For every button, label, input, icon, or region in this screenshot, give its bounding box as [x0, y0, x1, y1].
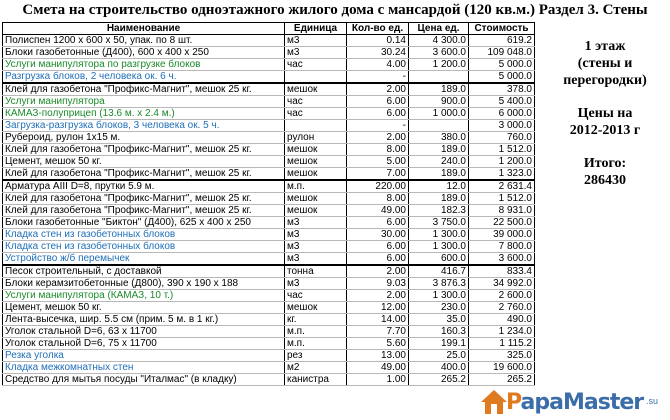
cell-unit: час [285, 108, 347, 120]
cell-name: Средство для мытья посуды "Италмас" (в кладку) [3, 374, 285, 386]
cell-qty: 7.70 [347, 326, 409, 338]
estimate-sheet [2, 22, 534, 386]
cell-qty: 2.00 [347, 265, 409, 278]
cell-qty: 5.60 [347, 338, 409, 350]
cell-qty: 9.03 [347, 278, 409, 290]
cell-price: 230.0 [409, 302, 469, 314]
cell-name: Уголок стальной D=6, 63 х 11700 [3, 326, 285, 338]
cell-name: Резка уголка [3, 350, 285, 362]
cell-name: Цемент, мешок 50 кг. [3, 156, 285, 168]
cell-name: Устройство ж/б перемычек [3, 253, 285, 266]
cell-qty: 49.00 [347, 205, 409, 217]
cell-price: 4 300.0 [409, 35, 469, 47]
cell-cost: 39 000.0 [469, 229, 535, 241]
cell-cost: 1 200.0 [469, 156, 535, 168]
cell-name: Полиспен 1200 х 600 х 50, упак. по 8 шт. [3, 35, 285, 47]
cell-unit: мешок [285, 302, 347, 314]
cell-unit: час [285, 290, 347, 302]
cell-price [409, 120, 469, 132]
cell-unit [285, 120, 347, 132]
cell-cost: 34 992.0 [469, 278, 535, 290]
table-row [3, 132, 535, 144]
cell-qty: 8.00 [347, 193, 409, 205]
cell-price: 189.0 [409, 144, 469, 156]
cell-cost: 619.2 [469, 35, 535, 47]
cell-price: 600.0 [409, 253, 469, 266]
cell-price: 160.3 [409, 326, 469, 338]
cell-cost: 1 512.0 [469, 193, 535, 205]
cell-qty: 2.00 [347, 132, 409, 144]
cell-price: 182.3 [409, 205, 469, 217]
cell-cost: 490.0 [469, 314, 535, 326]
logo-tld: .su [646, 396, 659, 406]
cell-name: Кладка стен из газобетонных блоков [3, 241, 285, 253]
cell-qty: 12.00 [347, 302, 409, 314]
cell-cost: 1 234.0 [469, 326, 535, 338]
cell-name: Блоки газобетонные (Д400), 600 х 400 х 250 [3, 47, 285, 59]
cell-price: 189.0 [409, 193, 469, 205]
cell-name: Лента-высечка, шир. 5.5 см (прим. 5 м. в 1 кг.) [3, 314, 285, 326]
cell-unit: м3 [285, 229, 347, 241]
cell-price: 12.0 [409, 180, 469, 193]
cell-unit: м.п. [285, 180, 347, 193]
cell-qty: 6.00 [347, 108, 409, 120]
cell-cost: 1 115.2 [469, 338, 535, 350]
table-row [3, 362, 535, 374]
cell-unit: рулон [285, 132, 347, 144]
cell-price: 189.0 [409, 83, 469, 96]
cell-unit: кг. [285, 314, 347, 326]
house-logo-icon [480, 388, 508, 416]
table-row [3, 338, 535, 350]
cell-unit: мешок [285, 144, 347, 156]
table-row [3, 217, 535, 229]
floor-note [540, 38, 670, 89]
site-logo[interactable] [480, 384, 670, 420]
table-row [3, 96, 535, 108]
cell-cost: 3 600.0 [469, 253, 535, 266]
cell-cost: 5 400.0 [469, 96, 535, 108]
prices-note-line: Цены на [577, 106, 633, 121]
cell-qty: 14.00 [347, 314, 409, 326]
table-row [3, 241, 535, 253]
cell-name: Клей для газобетона "Профикс-Магнит", мешок 25 кг. [3, 205, 285, 217]
cell-price: 900.0 [409, 96, 469, 108]
cell-qty: 1.00 [347, 374, 409, 386]
table-row [3, 71, 535, 84]
cell-cost: 2 631.4 [469, 180, 535, 193]
cell-unit: м3 [285, 35, 347, 47]
cell-name: Клей для газобетона "Профикс-Магнит", мешок 25 кг. [3, 193, 285, 205]
cell-name: Клей для газобетона "Профикс-Магнит", мешок 25 кг. [3, 144, 285, 156]
cell-unit: мешок [285, 156, 347, 168]
cell-qty: 30.00 [347, 229, 409, 241]
cell-unit: тонна [285, 265, 347, 278]
cell-name: Цемент, мешок 50 кг. [3, 302, 285, 314]
cell-name: Клей для газобетона "Профикс-Магнит", мешок 25 кг. [3, 168, 285, 181]
table-row [3, 156, 535, 168]
table-row [3, 180, 535, 193]
cell-cost: 7 800.0 [469, 241, 535, 253]
prices-note-line: 2012-2013 г [569, 123, 641, 138]
logo-wordmark [506, 390, 643, 415]
cell-qty: 6.00 [347, 217, 409, 229]
cell-name: Арматура AIII D=8, прутки 5.9 м. [3, 180, 285, 193]
cell-name: Кладка стен из газобетонных блоков [3, 229, 285, 241]
cell-unit: м.п. [285, 326, 347, 338]
col-header-unit: Единица [285, 23, 347, 35]
table-row [3, 205, 535, 217]
table-row [3, 229, 535, 241]
cell-price: 3 750.0 [409, 217, 469, 229]
table-row [3, 290, 535, 302]
cell-cost: 2 600.0 [469, 290, 535, 302]
table-row [3, 326, 535, 338]
cell-price: 25.0 [409, 350, 469, 362]
cell-unit: мешок [285, 193, 347, 205]
cell-unit: мешок [285, 168, 347, 181]
cell-qty: 7.00 [347, 168, 409, 181]
cell-cost: 22 500.0 [469, 217, 535, 229]
cell-name: Загрузка-разгрузка блоков, 3 человека ок. 5 ч. [3, 120, 285, 132]
cell-cost: 5 000.0 [469, 59, 535, 71]
table-row [3, 47, 535, 59]
cell-qty: - [347, 120, 409, 132]
cell-price: 1 300.0 [409, 241, 469, 253]
cell-name: Песок строительный, с доставкой [3, 265, 285, 278]
cell-cost: 378.0 [469, 83, 535, 96]
cell-cost: 265.2 [469, 374, 535, 386]
table-row [3, 193, 535, 205]
cell-unit: м2 [285, 362, 347, 374]
cell-name: Услуги манипулятора (КАМАЗ, 10 т.) [3, 290, 285, 302]
logo-letter-p: P [506, 390, 521, 415]
table-row [3, 108, 535, 120]
cell-unit: м3 [285, 278, 347, 290]
col-header-name: Наименование [3, 23, 285, 35]
cell-unit: канистра [285, 374, 347, 386]
cell-cost: 3 000.0 [469, 120, 535, 132]
total-label: Итого: [583, 156, 627, 171]
cell-unit: мешок [285, 205, 347, 217]
cell-price: 199.1 [409, 338, 469, 350]
cell-price: 400.0 [409, 362, 469, 374]
cell-qty: 13.00 [347, 350, 409, 362]
cell-qty: 2.00 [347, 290, 409, 302]
cell-qty: - [347, 71, 409, 84]
table-row [3, 350, 535, 362]
cell-cost: 19 600.0 [469, 362, 535, 374]
cell-price: 1 000.0 [409, 108, 469, 120]
cell-unit: м3 [285, 217, 347, 229]
table-row [3, 83, 535, 96]
cell-qty: 49.00 [347, 362, 409, 374]
cell-unit: м3 [285, 253, 347, 266]
logo-wordmark-rest: apaMaster [520, 390, 644, 415]
cell-cost: 833.4 [469, 265, 535, 278]
col-header-qty: Кол-во ед. [347, 23, 409, 35]
table-row [3, 35, 535, 47]
cell-name: Рубероид, рулон 1х15 м. [3, 132, 285, 144]
cell-price: 265.2 [409, 374, 469, 386]
table-header-row [3, 23, 535, 35]
cell-unit: м3 [285, 47, 347, 59]
cell-unit: м.п. [285, 338, 347, 350]
cell-price: 1 300.0 [409, 290, 469, 302]
side-notes [540, 38, 670, 205]
cell-cost: 2 760.0 [469, 302, 535, 314]
cell-name: КАМАЗ-полуприцеп (13.6 м. х 2.4 м.) [3, 108, 285, 120]
cell-qty: 0.14 [347, 35, 409, 47]
table-row [3, 374, 535, 386]
cell-name: Услуги манипулятора [3, 96, 285, 108]
cell-unit [285, 71, 347, 84]
cell-price: 3 600.0 [409, 47, 469, 59]
cell-price: 189.0 [409, 168, 469, 181]
table-row [3, 265, 535, 278]
cell-price: 1 300.0 [409, 229, 469, 241]
cell-price: 416.7 [409, 265, 469, 278]
cell-name: Блоки газобетонные "Биктон" (Д400), 625 х 400 х 250 [3, 217, 285, 229]
table-row [3, 168, 535, 181]
cell-cost: 760.0 [469, 132, 535, 144]
col-header-price: Цена ед. [409, 23, 469, 35]
table-row [3, 302, 535, 314]
cell-qty: 6.00 [347, 96, 409, 108]
cell-qty: 6.00 [347, 241, 409, 253]
cell-qty: 4.00 [347, 59, 409, 71]
estimate-table [2, 22, 535, 386]
cell-unit: м3 [285, 241, 347, 253]
cell-unit: мешок [285, 83, 347, 96]
table-row [3, 120, 535, 132]
table-row [3, 59, 535, 71]
cell-price: 1 200.0 [409, 59, 469, 71]
cell-qty: 2.00 [347, 83, 409, 96]
cell-unit: час [285, 59, 347, 71]
cell-price: 3 876.3 [409, 278, 469, 290]
cell-price: 380.0 [409, 132, 469, 144]
cell-cost: 6 000.0 [469, 108, 535, 120]
cell-qty: 5.00 [347, 156, 409, 168]
cell-cost: 1 512.0 [469, 144, 535, 156]
cell-unit: час [285, 96, 347, 108]
cell-name: Услуги манипулятора по разгрузке блоков [3, 59, 285, 71]
cell-cost: 1 323.0 [469, 168, 535, 181]
cell-price: 35.0 [409, 314, 469, 326]
cell-name: Кладка межкомнатных стен [3, 362, 285, 374]
floor-note-line: 1 этаж [584, 39, 626, 54]
table-row [3, 314, 535, 326]
total-value: 286430 [584, 173, 626, 188]
cell-price [409, 71, 469, 84]
cell-cost: 8 931.0 [469, 205, 535, 217]
page-title: Смета на строительство одноэтажного жилого дома с мансардой (120 кв.м.) Раздел 3. Стены [22, 2, 648, 18]
cell-qty: 30.24 [347, 47, 409, 59]
prices-note [540, 105, 670, 139]
table-row [3, 253, 535, 266]
cell-unit: рез [285, 350, 347, 362]
table-row [3, 144, 535, 156]
cell-qty: 220.00 [347, 180, 409, 193]
floor-note-line: перегородки) [563, 73, 647, 88]
cell-name: Уголок стальной D=6, 75 х 11700 [3, 338, 285, 350]
cell-cost: 109 048.0 [469, 47, 535, 59]
floor-note-line: (стены и [577, 56, 633, 71]
col-header-cost: Стоимость [469, 23, 535, 35]
cell-qty: 6.00 [347, 253, 409, 266]
cell-qty: 8.00 [347, 144, 409, 156]
total-note [540, 155, 670, 189]
cell-name: Клей для газобетона "Профикс-Магнит", мешок 25 кг. [3, 83, 285, 96]
cell-name: Блоки керамзитобетонные (Д800), 390 х 190 х 188 [3, 278, 285, 290]
cell-cost: 5 000.0 [469, 71, 535, 84]
cell-name: Разгрузка блоков, 2 человека ок. 6 ч. [3, 71, 285, 84]
cell-price: 240.0 [409, 156, 469, 168]
cell-cost: 325.0 [469, 350, 535, 362]
table-row [3, 278, 535, 290]
